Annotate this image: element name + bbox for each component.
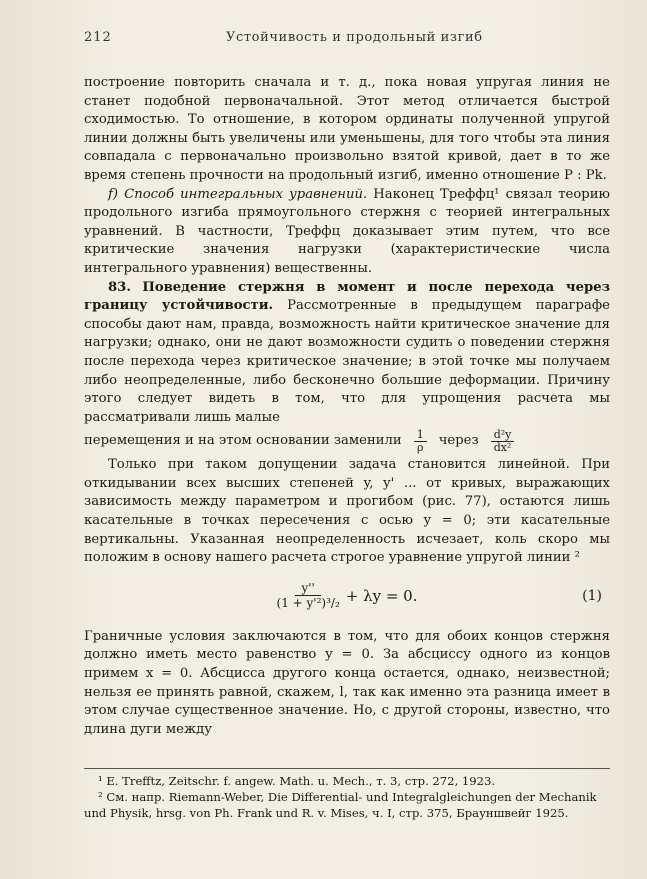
paragraph-5: Граничные условия заключаются в том, что для обоих концов стержня должно иметь место равенство y = 0. За абсциссу одного из концов примем x = 0. Абсцисса другого конца остается, однако, неизвестной; нельзя ее принять равной, скажем, l, так как именно эта разница имеет в этом случае существенное значение. Но, с другой стороны, известно, что длина дуги между (84, 628, 610, 737)
paragraph-2-text: Наконец Треффц¹ связал теорию продольного изгиба прямоугольного стержня с теорией интегральных уравнений. В частности, Треффц доказывает этим путем, что все критические значения нагрузки (характеристические числа интегрального уравнения) вещественны. (84, 186, 611, 276)
fraction-numerator: d²y (491, 429, 515, 442)
footnote-1: ¹ E. Trefftz, Zeitschr. f. angew. Math. u. Mech., т. 3, стр. 272, 1923. (98, 774, 496, 788)
footnote-2: ² См. напр. Riemann-Weber, Die Differential- und Integralgleichungen der Mechanik und Physik, hrsg. von Ph. Frank und R. v. Mises, ч. I, стр. 375, Брауншвейг 1925. (84, 790, 597, 820)
paragraph-2 (84, 186, 610, 279)
section-number: 83. (108, 279, 131, 295)
equation-1 (84, 578, 610, 614)
paragraph-3-last-line (84, 429, 610, 454)
paragraph-3-text: Рассмотренные в предыдущем параграфе способы дают нам, правда, возможность найти критическое значение для нагрузки; однако, они не дают возможности судить о поведении стержня после перехода через критическое значение; в этой точке мы получаем либо неопределенные, либо бесконечно большие деформации. Причину этого следует видеть в том, что для упрощения расчета мы рассматривали лишь малые (84, 298, 610, 425)
equation-denominator: (1 + y'²)³/₂ (276, 596, 340, 611)
section-f-label: f) Способ интегральных уравнений. (108, 186, 368, 202)
footnotes (84, 768, 610, 821)
paragraph-1: построение повторить сначала и т. д., пока новая упругая линия не станет подобной первоначальной. Этот метод отличается быстрой сходимостью. То отношение, в котором ординаты полученной упругой линии должны быть увеличены или уменьшены, для того чтобы эта линия совпадала с первоначально произвольно взятой кривой, дает в то же время степень прочности на продольный изгиб, именно отношение P : Pk. (84, 75, 610, 183)
fraction-numerator: 1 (414, 429, 427, 442)
equation-fraction (277, 581, 340, 610)
equation-numerator: y'' (295, 581, 320, 596)
page-body (84, 74, 610, 739)
fraction-second-derivative (491, 429, 515, 454)
via-word: через (438, 433, 479, 449)
equation-number: (1) (582, 587, 602, 604)
paragraph-3-last: перемещения и на этом основании заменили (84, 433, 402, 449)
section-heading: Поведение стержня в момент и после перехода через границу устойчивости. (84, 279, 610, 314)
fraction-denominator: dx² (493, 441, 512, 455)
fraction-one-over-rho (414, 429, 427, 454)
fraction-denominator: ρ (416, 441, 424, 455)
equation-rest: + λy = 0. (345, 586, 418, 605)
page-number: 212 (84, 30, 112, 45)
paragraph-3 (84, 279, 610, 428)
paragraph-4: Только при таком допущении задача становится линейной. При откидывании всех высших степеней y, y' ... от кривых, выражающих зависимость между параметром и прогибом (рис. 77), остаются лишь касательные в точках пересечения с осью y = 0; эти касательные вертикальны. Указанная неопределенность исчезает, коль скоро мы положим в основу нашего расчета строгое уравнение упругой линии ² (84, 457, 610, 566)
running-title: Устойчивость и продольный изгиб (226, 30, 483, 45)
